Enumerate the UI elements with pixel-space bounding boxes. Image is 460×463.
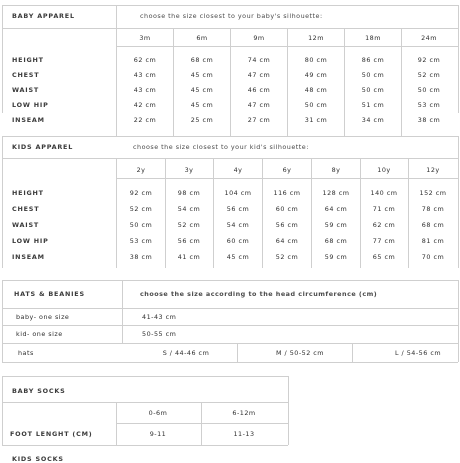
- table-cell: 64 cm: [275, 237, 299, 245]
- row-label: hats: [18, 349, 34, 357]
- size-header-cell: 8y: [331, 166, 341, 174]
- size-header-cell: 12y: [426, 166, 440, 174]
- table-cell: 53 cm: [417, 101, 441, 109]
- table-cell: 71 cm: [372, 205, 396, 213]
- table-cell: 52 cm: [177, 221, 201, 229]
- table-cell: 53 cm: [129, 237, 153, 245]
- table-cell: 104 cm: [224, 189, 252, 197]
- table-cell: 50 cm: [361, 71, 385, 79]
- hats-title: HATS & BEANIES: [14, 290, 85, 298]
- table-cell: S / 44-46 cm: [162, 349, 210, 357]
- table-cell: 65 cm: [372, 253, 396, 261]
- table-cell: 43 cm: [133, 71, 157, 79]
- table-cell: 52 cm: [275, 253, 299, 261]
- table-cell: 59 cm: [324, 253, 348, 261]
- table-cell: 47 cm: [247, 101, 271, 109]
- size-header-cell: 24m: [421, 34, 437, 42]
- row-label: CHEST: [12, 71, 40, 79]
- table-cell: 50 cm: [304, 101, 328, 109]
- row-label: INSEAM: [12, 116, 45, 124]
- row-label: INSEAM: [12, 253, 45, 261]
- table-cell: 52 cm: [129, 205, 153, 213]
- table-cell: 56 cm: [177, 237, 201, 245]
- table-cell: 45 cm: [190, 86, 214, 94]
- table-cell: 22 cm: [133, 116, 157, 124]
- table-cell: 51 cm: [361, 101, 385, 109]
- kids-apparel-instruction: choose the size closest to your kid's silhouette:: [133, 143, 309, 151]
- table-cell: 80 cm: [304, 56, 328, 64]
- table-cell: 49 cm: [304, 71, 328, 79]
- table-cell: 45 cm: [190, 71, 214, 79]
- size-header-cell: 6y: [282, 166, 292, 174]
- table-cell: 52 cm: [417, 71, 441, 79]
- row-label: baby- one size: [16, 313, 70, 321]
- size-header-cell: 0-6m: [148, 409, 168, 417]
- table-cell: 11-13: [233, 430, 255, 438]
- table-cell: 43 cm: [133, 86, 157, 94]
- table-cell: 68 cm: [190, 56, 214, 64]
- size-header-cell: 9m: [253, 34, 265, 42]
- size-header-cell: 2y: [136, 166, 146, 174]
- row-label: HEIGHT: [12, 56, 44, 64]
- size-header-cell: 3y: [184, 166, 194, 174]
- size-header-cell: 6m: [196, 34, 208, 42]
- row-label: FOOT LENGHT (CM): [10, 430, 93, 438]
- table-cell: 41 cm: [177, 253, 201, 261]
- table-cell: 50 cm: [361, 86, 385, 94]
- row-label: WAIST: [12, 86, 40, 94]
- row-label: LOW HIP: [12, 101, 49, 109]
- table-cell: M / 50-52 cm: [275, 349, 325, 357]
- baby-socks-title: BABY SOCKS: [12, 387, 66, 395]
- table-cell: 77 cm: [372, 237, 396, 245]
- size-header-cell: 12m: [308, 34, 324, 42]
- table-cell: 70 cm: [421, 253, 445, 261]
- table-cell: 56 cm: [275, 221, 299, 229]
- table-cell: 62 cm: [133, 56, 157, 64]
- table-cell: L / 54-56 cm: [394, 349, 442, 357]
- table-cell: 9-11: [149, 430, 167, 438]
- table-cell: 68 cm: [324, 237, 348, 245]
- size-header-cell: 3m: [139, 34, 151, 42]
- table-cell: 116 cm: [273, 189, 301, 197]
- table-cell: 50-55 cm: [142, 330, 177, 338]
- table-cell: 81 cm: [421, 237, 445, 245]
- table-cell: 92 cm: [129, 189, 153, 197]
- table-cell: 25 cm: [190, 116, 214, 124]
- kids-socks-title: KIDS SOCKS: [12, 455, 64, 463]
- table-cell: 50 cm: [129, 221, 153, 229]
- baby-apparel-title: BABY APPAREL: [12, 12, 75, 20]
- size-header-cell: 6-12m: [232, 409, 256, 417]
- table-cell: 68 cm: [421, 221, 445, 229]
- size-header-cell: 10y: [377, 166, 391, 174]
- kids-apparel-title: KIDS APPAREL: [12, 143, 74, 151]
- table-cell: 41-43 cm: [142, 313, 177, 321]
- table-cell: 42 cm: [133, 101, 157, 109]
- row-label: CHEST: [12, 205, 40, 213]
- table-cell: 128 cm: [322, 189, 350, 197]
- table-cell: 31 cm: [304, 116, 328, 124]
- baby-apparel-instruction: choose the size closest to your baby's silhouette:: [140, 12, 323, 20]
- table-cell: 38 cm: [417, 116, 441, 124]
- table-cell: 27 cm: [247, 116, 271, 124]
- table-cell: 45 cm: [190, 101, 214, 109]
- table-cell: 59 cm: [324, 221, 348, 229]
- table-cell: 98 cm: [177, 189, 201, 197]
- size-header-cell: 4y: [233, 166, 243, 174]
- table-cell: 50 cm: [417, 86, 441, 94]
- table-cell: 47 cm: [247, 71, 271, 79]
- row-label: kid- one size: [16, 330, 63, 338]
- table-cell: 45 cm: [226, 253, 250, 261]
- table-cell: 60 cm: [226, 237, 250, 245]
- table-cell: 34 cm: [361, 116, 385, 124]
- table-cell: 60 cm: [275, 205, 299, 213]
- table-cell: 152 cm: [419, 189, 447, 197]
- hats-instruction: choose the size according to the head circumference (cm): [140, 290, 378, 298]
- table-cell: 54 cm: [177, 205, 201, 213]
- row-label: WAIST: [12, 221, 40, 229]
- row-label: HEIGHT: [12, 189, 44, 197]
- table-cell: 78 cm: [421, 205, 445, 213]
- table-cell: 46 cm: [247, 86, 271, 94]
- row-label: LOW HIP: [12, 237, 49, 245]
- table-cell: 38 cm: [129, 253, 153, 261]
- table-cell: 92 cm: [417, 56, 441, 64]
- table-cell: 74 cm: [247, 56, 271, 64]
- table-cell: 64 cm: [324, 205, 348, 213]
- table-cell: 86 cm: [361, 56, 385, 64]
- size-header-cell: 18m: [365, 34, 381, 42]
- table-cell: 62 cm: [372, 221, 396, 229]
- table-cell: 140 cm: [370, 189, 398, 197]
- table-cell: 54 cm: [226, 221, 250, 229]
- table-cell: 56 cm: [226, 205, 250, 213]
- table-cell: 48 cm: [304, 86, 328, 94]
